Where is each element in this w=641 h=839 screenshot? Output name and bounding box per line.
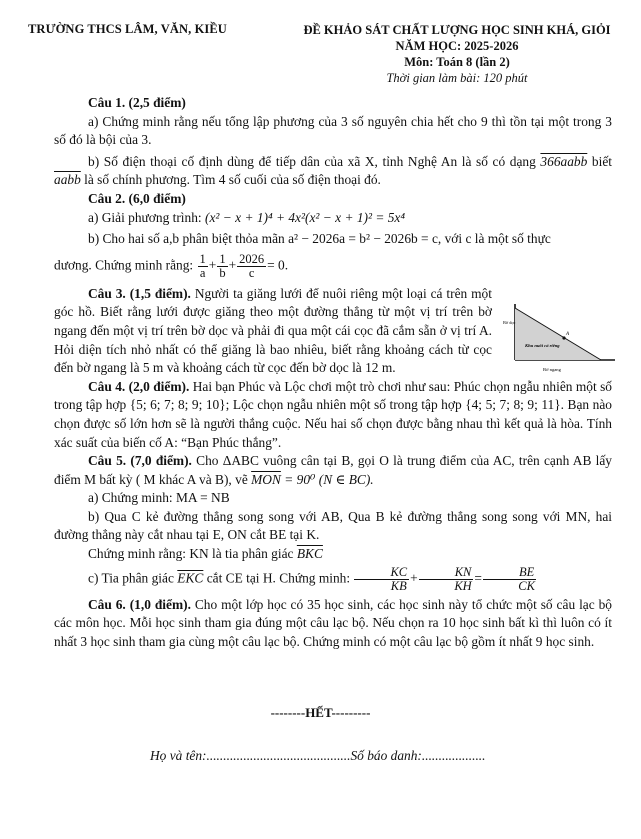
time-limit: Thời gian làm bài: 120 phút: [386, 71, 528, 85]
area-label: Khu nuôi cá riêng: [525, 343, 560, 348]
q1-title: Câu 1. (2,5 điểm): [88, 95, 186, 110]
q2-a-equation: (x² − x + 1)⁴ + 4x²(x² − x + 1)² = 5x⁴: [205, 209, 406, 225]
q3-text: Người ta giăng lưới để nuôi riêng một loại cá trên một góc hồ. Biết rằng lưới được giăng theo một đường thẳng từ một vị trí trên bờ ngang đến một vị trí trên bờ dọc và phải đi qua một cái cọc đã cắm sẵn ở vị trí A. Hỏi diện tích nhỏ nhất có thể giăng là bao nhiêu, biết rằng khoảng cách từ cọc đến bờ ngang là 5 m và khoảng cách từ cọc đến bờ dọc là 12 m.: [54, 285, 492, 376]
fraction-2026-over-c: $\frac{2026}{c}$: [239, 251, 265, 280]
q2-b: b) Cho hai số a,b phân biệt thỏa mãn a² − 2026a = b² − 2026b = c, với c là một số thực: [88, 231, 551, 247]
subject: Môn: Toán 8 (lần 2): [404, 55, 510, 69]
q4-title: Câu 4. (2,0 điểm).: [88, 378, 190, 394]
lake-corner-figure: [503, 300, 621, 382]
candidate-info-line: Họ và tên:...........................................Số báo danh:...................: [150, 748, 486, 763]
q5-c: c) Tia phân giác $\overline{EKC}$ cắt CE tại H. Chứng minh: $\frac{KC}{KB}$ + $\frac{KN}{KH}$ = $\frac{BE}{CK}$: [88, 564, 535, 593]
angle-mon: $\overline{MON}$: [251, 471, 281, 487]
school-name: TRƯỜNG THCS LÂM, VĂN, KIỀU: [28, 22, 227, 36]
q6-title: Câu 6. (1,0 điểm).: [88, 596, 191, 612]
fraction-kc-kb: $\frac{KC}{KB}$: [354, 566, 409, 593]
q1-square: aabb: [54, 172, 81, 188]
q5-b: b) Qua C kẻ đường thẳng song song với AB, Qua B kẻ đường thẳng song song với MN, hai đường thẳng này cắt nhau tại E, ON cắt BE tại K.: [54, 508, 612, 543]
q4-text: Hai bạn Phúc và Lộc chơi một trò chơi như sau: Phúc chọn ngẫu nhiên một số trong tập hợp {5; 6; 7; 8; 9; 10}; Lộc chọn ngẫu nhiên một số trong tập hợp {4; 5; 7; 8; 9; 11}. Bạn nào chọn được số lớn hơn sẽ là người thắng cuộc. Nếu hai số chọn được bằng nhau thì kết quả là hòa. Tính xác suất của biến cố A: “Bạn Phúc thắng”.: [54, 378, 612, 450]
q2-b-equation: a² − 2026a = b² − 2026b = c: [288, 231, 438, 247]
q6: [54, 596, 612, 652]
q1-a: a) Chứng minh rằng nếu tổng lập phương của 3 số nguyên chia hết cho 9 thì tồn tại một trong 3 số đó là bội của 3.: [54, 113, 612, 148]
q5-title: Câu 5. (7,0 điểm).: [88, 453, 192, 469]
q2-title: Câu 2. (6,0 điểm): [88, 190, 186, 206]
q1-b: b) Số điện thoại cố định dùng để tiếp dân của xã X, tỉnh Nghệ An là số có dạng 366aabb biết aabb là số chính phương. Tìm 4 số cuối của số điện thoại đó.: [54, 153, 612, 188]
vertical-bank-label: Bờ dọc: [503, 320, 516, 325]
q6-text: Cho một lớp học có 35 học sinh, các học sinh này tổ chức một số câu lạc bộ các môn học. Mỗi học sinh tham gia đúng một câu lạc bộ. Nếu chọn ra 10 học sinh bất kì thì luôn có ít nhất 3 học sinh tham gia cùng một câu lạc bộ. Chứng minh có một câu lạc bộ gồm ít nhất 9 học sinh.: [54, 596, 612, 649]
q3: [54, 285, 492, 378]
q4: [54, 378, 612, 452]
q5: Câu 5. (7,0 điểm). Cho ΔABC vuông cân tại B, gọi O là trung điểm của AC, trên cạnh AB lấy điểm M bất kỳ ( M khác A và B), vẽ $\overline{MON} = 90^0$ (N ∈ BC).: [54, 453, 612, 487]
horizontal-bank-label: Bờ ngang: [543, 367, 561, 372]
exam-header: [292, 22, 622, 86]
q1-number: 366aabb: [540, 153, 588, 169]
q2-a: a) Giải phương trình: (x² − x + 1)⁴ + 4x²(x² − x + 1)² = 5x⁴: [88, 209, 406, 225]
q5-b2: Chứng minh rằng: KN là tia phân giác $\overline{BKC}$: [88, 546, 323, 562]
end-marker: --------HẾT---------: [270, 705, 371, 720]
fraction-1-over-a: $\frac{1}{a}$: [199, 251, 206, 280]
q2-b-line2: dương. Chứng minh rằng: $\frac{1}{a}$ + $\frac{1}{b}$ + $\frac{2026}{c}$ = 0.: [54, 251, 289, 280]
exam-title: ĐỀ KHẢO SÁT CHẤT LƯỢNG HỌC SINH KHÁ, GIỎI: [303, 23, 611, 37]
fraction-kn-kh: $\frac{KN}{KH}$: [419, 566, 474, 593]
q5-a: a) Chứng minh: MA = NB: [88, 490, 230, 506]
school-year: NĂM HỌC: 2025-2026: [395, 39, 519, 53]
angle-ekc: $\overline{EKC}$: [177, 570, 204, 586]
q3-title: Câu 3. (1,5 điểm).: [88, 285, 191, 301]
stake-label: A: [566, 332, 570, 337]
angle-bkc: $\overline{BKC}$: [296, 546, 323, 562]
fraction-be-ck: $\frac{BE}{CK}$: [483, 566, 536, 593]
fraction-1-over-b: $\frac{1}{b}$: [219, 251, 226, 280]
